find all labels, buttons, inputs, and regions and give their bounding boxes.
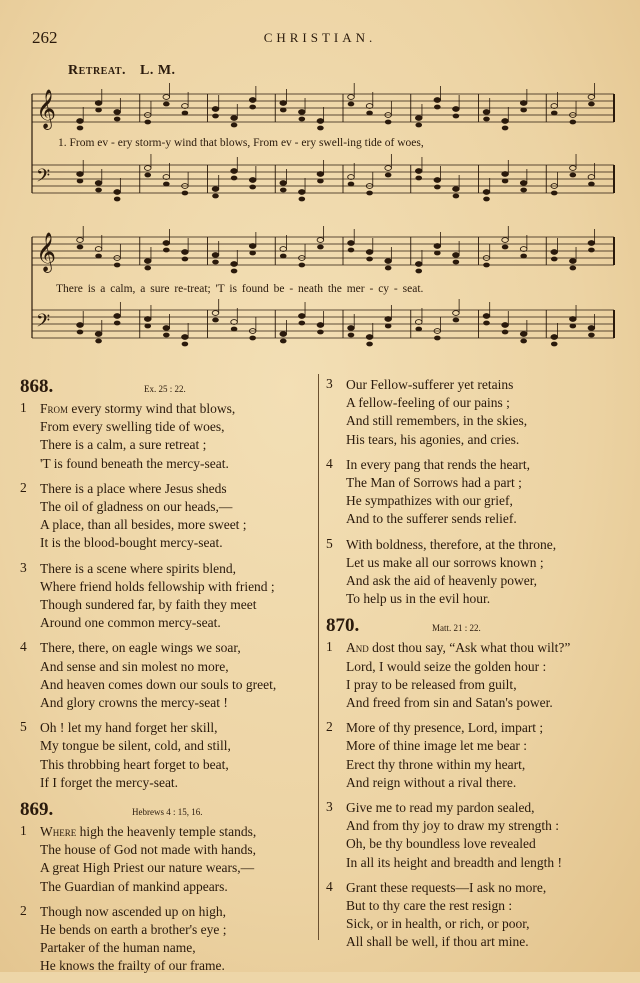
- note-head: [366, 335, 373, 340]
- stanza-line: But to thy care the rest resign :: [346, 898, 513, 914]
- stanza-line: And heaven comes down our souls to greet,: [40, 676, 277, 692]
- note-head: [366, 257, 373, 262]
- note-head: [415, 123, 422, 128]
- note-head: [520, 339, 527, 344]
- stanza: [326, 879, 626, 952]
- note-head: [249, 336, 256, 341]
- note-head: [212, 311, 219, 316]
- note-head: [95, 339, 102, 344]
- stanza-number: 1: [326, 639, 333, 655]
- note-head: [299, 190, 306, 195]
- note-head: [502, 330, 509, 335]
- note-head: [163, 182, 170, 187]
- stanza-line: Grant these requests—I ask no more,: [346, 879, 547, 895]
- note-head: [163, 241, 170, 246]
- note-head: [570, 120, 577, 125]
- note-head: [520, 254, 527, 259]
- stanza-line: And glory crowns the mercy-seat !: [40, 695, 228, 711]
- note-head: [249, 178, 256, 183]
- note-head: [144, 324, 151, 329]
- note-head: [299, 321, 306, 326]
- note-head: [299, 314, 306, 319]
- note-head: [415, 327, 422, 332]
- stanza-line: And reign without a rival there.: [346, 774, 517, 790]
- note-head: [114, 197, 121, 202]
- note-head: [231, 169, 238, 174]
- stanza-line: He bends on earth a brother's eye ;: [40, 922, 227, 938]
- stanza-line: There is a place where Jesus sheds: [40, 480, 227, 496]
- stanza-line: Sick, or in health, or rich, or poor,: [346, 916, 530, 932]
- note-head: [95, 181, 102, 186]
- note-head: [483, 117, 490, 122]
- stanza-line: 'T is found beneath the mercy-seat.: [40, 455, 229, 471]
- note-head: [520, 101, 527, 106]
- stanza-number: 5: [20, 719, 27, 735]
- right-column: [326, 376, 626, 959]
- stanza-number: 5: [326, 535, 333, 551]
- stanza-line: And sense and sin molest no more,: [40, 658, 229, 674]
- note-head: [551, 111, 558, 116]
- stanza-line: There is a calm, a sure retreat ;: [40, 437, 207, 453]
- note-head: [95, 108, 102, 113]
- note-head: [415, 262, 422, 267]
- stanza-number: 2: [20, 479, 27, 495]
- note-head: [280, 101, 287, 106]
- stanza-number: 4: [326, 878, 333, 894]
- note-head: [483, 314, 490, 319]
- note-head: [570, 166, 577, 171]
- tune-meter: L. M.: [140, 63, 176, 78]
- note-head: [415, 269, 422, 274]
- note-head: [453, 318, 460, 323]
- note-head: [520, 181, 527, 186]
- note-head: [77, 126, 84, 131]
- stanza-line: A place, than all besides, more sweet ;: [40, 517, 247, 533]
- stanza-line: He knows the frailty of our frame.: [40, 958, 225, 974]
- note-head: [77, 330, 84, 335]
- note-head: [212, 187, 219, 192]
- note-head: [385, 317, 392, 322]
- note-head: [483, 321, 490, 326]
- stanza: [20, 480, 316, 553]
- stanza-line: My tongue be silent, cold, and still,: [40, 738, 231, 754]
- stanza-first-word: Where: [40, 824, 77, 840]
- note-head: [114, 263, 121, 268]
- note-head: [483, 190, 490, 195]
- note-head: [348, 182, 355, 187]
- note-head: [77, 119, 84, 124]
- stanza-number: 4: [326, 455, 333, 471]
- note-head: [385, 259, 392, 264]
- note-head: [551, 342, 558, 347]
- note-head: [280, 339, 287, 344]
- note-head: [114, 321, 121, 326]
- stanza-line: If I forget the mercy-seat.: [40, 774, 179, 790]
- note-head: [77, 323, 84, 328]
- stanza-line: The house of God not made with hands,: [40, 842, 256, 858]
- note-head: [95, 188, 102, 193]
- stanza-line: His tears, his agonies, and cries.: [346, 431, 520, 447]
- stanza-line: More of thine image let me bear :: [346, 738, 528, 754]
- stanza-line: every stormy wind that blows,: [68, 401, 236, 416]
- note-head: [502, 245, 509, 250]
- note-head: [77, 245, 84, 250]
- note-head: [385, 266, 392, 271]
- lyrics-line-2: There is a calm, a sure re-treat; 'T is found be - neath the mer - cy - seat.: [56, 283, 424, 295]
- note-head: [366, 250, 373, 255]
- stanza-line: Where friend holds fellowship with friend ;: [40, 578, 275, 594]
- note-head: [163, 102, 170, 107]
- note-head: [502, 238, 509, 243]
- stanza-line: Around one common mercy-seat.: [40, 615, 221, 631]
- stanza-line: dost thou say, “Ask what thou wilt?”: [368, 640, 571, 656]
- note-head: [182, 342, 189, 347]
- hymn-870: [326, 615, 626, 951]
- note-head: [570, 259, 577, 264]
- note-head: [231, 123, 238, 128]
- note-head: [144, 120, 151, 125]
- note-head: [570, 324, 577, 329]
- stanza-line: Give me to read my pardon sealed,: [346, 800, 535, 816]
- note-head: [144, 259, 151, 264]
- stanza-line: Though now ascended up on high,: [40, 903, 226, 919]
- scripture-reference: Matt. 21 : 22.: [432, 623, 481, 634]
- stanza-number: 4: [20, 639, 27, 655]
- stanza-line: And freed from sin and Satan's power.: [346, 695, 553, 711]
- note-head: [434, 178, 441, 183]
- hymn-869-continued: [326, 376, 626, 608]
- stanza-line: Erect thy throne within my heart,: [346, 756, 526, 772]
- stanza-line: The Man of Sorrows had a part ;: [346, 475, 522, 491]
- stanza-line: All shall be well, if thou art mine.: [346, 934, 529, 950]
- hymn-869: [20, 799, 316, 976]
- hymn-868: [20, 376, 316, 792]
- stanza-line: This throbbing heart forget to beat,: [40, 756, 229, 772]
- note-head: [317, 330, 324, 335]
- note-head: [299, 117, 306, 122]
- note-head: [385, 324, 392, 329]
- note-head: [588, 248, 595, 253]
- note-head: [95, 254, 102, 259]
- bass-clef-icon: 𝄢: [36, 166, 51, 191]
- note-head: [348, 102, 355, 107]
- note-head: [483, 110, 490, 115]
- stanza: [20, 639, 316, 712]
- stanza: [20, 903, 316, 976]
- note-head: [434, 244, 441, 249]
- note-head: [366, 191, 373, 196]
- note-head: [163, 248, 170, 253]
- note-head: [280, 181, 287, 186]
- note-head: [588, 182, 595, 187]
- note-head: [114, 117, 121, 122]
- note-head: [348, 326, 355, 331]
- note-head: [317, 179, 324, 184]
- note-head: [502, 323, 509, 328]
- running-title: CHRISTIAN.: [263, 30, 377, 45]
- stanza-line: Our Fellow-sufferer yet retains: [346, 377, 514, 392]
- note-head: [502, 119, 509, 124]
- note-head: [502, 126, 509, 131]
- note-head: [317, 119, 324, 124]
- treble-clef-icon: 𝄞: [36, 89, 57, 129]
- note-head: [434, 185, 441, 190]
- stanza-line: With boldness, therefore, at the throne,: [346, 536, 557, 552]
- note-head: [114, 190, 121, 195]
- note-head: [114, 110, 121, 115]
- note-head: [249, 98, 256, 103]
- note-head: [299, 263, 306, 268]
- stanza-number: 2: [20, 902, 27, 918]
- note-head: [144, 166, 151, 171]
- note-head: [453, 194, 460, 199]
- note-head: [453, 260, 460, 265]
- stanza: [326, 536, 626, 609]
- hymn-number: 869.: [20, 799, 54, 821]
- note-head: [588, 241, 595, 246]
- note-head: [212, 114, 219, 119]
- note-head: [249, 251, 256, 256]
- note-head: [280, 108, 287, 113]
- stanza: [20, 719, 316, 792]
- stanza-line: A fellow-feeling of our pains ;: [346, 395, 510, 411]
- note-head: [415, 169, 422, 174]
- note-head: [520, 332, 527, 337]
- stanza-line: He sympathizes with our grief,: [346, 493, 513, 509]
- note-head: [299, 197, 306, 202]
- note-head: [453, 107, 460, 112]
- stanza-line: Partaker of the human name,: [40, 940, 196, 956]
- stanza-first-word: From: [40, 401, 69, 416]
- note-head: [163, 95, 170, 100]
- stanza-line: There is a scene where spirits blend,: [40, 560, 237, 576]
- hymn-number: 868.: [20, 376, 54, 397]
- note-head: [434, 336, 441, 341]
- note-head: [182, 257, 189, 262]
- note-head: [348, 248, 355, 253]
- note-head: [212, 260, 219, 265]
- page-number: 262: [32, 28, 58, 47]
- note-head: [415, 116, 422, 121]
- note-head: [212, 253, 219, 258]
- stanza-line: I pray to be released from guilt,: [346, 676, 517, 692]
- note-head: [453, 114, 460, 119]
- note-head: [249, 105, 256, 110]
- note-head: [163, 326, 170, 331]
- note-head: [317, 172, 324, 177]
- note-head: [95, 332, 102, 337]
- stanza-line: A great High Priest our nature wears,—: [40, 860, 255, 876]
- note-head: [231, 269, 238, 274]
- stanza: [326, 799, 626, 872]
- stanza-number: 3: [326, 376, 333, 391]
- note-head: [588, 102, 595, 107]
- music-score: [0, 0, 640, 360]
- note-head: [231, 116, 238, 121]
- note-head: [348, 95, 355, 100]
- note-head: [280, 332, 287, 337]
- note-head: [551, 335, 558, 340]
- note-head: [502, 179, 509, 184]
- treble-clef-icon: 𝄞: [36, 232, 57, 272]
- note-head: [551, 191, 558, 196]
- note-head: [502, 172, 509, 177]
- stanza-line: From every swelling tide of woes,: [40, 419, 225, 435]
- stanza-number: 1: [20, 823, 27, 839]
- note-head: [415, 176, 422, 181]
- scripture-reference: Hebrews 4 : 15, 16.: [132, 807, 203, 818]
- note-head: [249, 244, 256, 249]
- stanza: [20, 823, 316, 896]
- left-column: [20, 376, 316, 983]
- stanza: [20, 400, 316, 473]
- note-head: [434, 105, 441, 110]
- stanza-line: It is the blood-bought mercy-seat.: [40, 535, 223, 551]
- stanza-line: And to the sufferer sends relief.: [346, 511, 517, 527]
- note-head: [434, 98, 441, 103]
- note-head: [182, 111, 189, 116]
- stanza: [326, 719, 626, 792]
- stanza-first-word: And: [346, 640, 369, 656]
- note-head: [588, 95, 595, 100]
- stanza-number: 3: [20, 559, 27, 575]
- stanza-line: There, there, on eagle wings we soar,: [40, 640, 241, 656]
- note-head: [366, 342, 373, 347]
- note-head: [212, 194, 219, 199]
- note-head: [588, 326, 595, 331]
- note-head: [280, 188, 287, 193]
- note-head: [212, 107, 219, 112]
- stanza-line: The Guardian of mankind appears.: [40, 878, 228, 894]
- note-head: [520, 188, 527, 193]
- stanza-line: And ask the aid of heavenly power,: [346, 573, 538, 589]
- note-head: [348, 333, 355, 338]
- note-head: [551, 257, 558, 262]
- stanza-line: In all its height and breadth and length !: [346, 854, 562, 870]
- column-divider: [318, 374, 319, 940]
- note-head: [77, 179, 84, 184]
- note-head: [317, 126, 324, 131]
- stanza-number: 2: [326, 719, 333, 735]
- lyrics-line-1: 1. From ev - ery storm-y wind that blows, From ev - ery swell-ing tide of woes,: [58, 137, 424, 149]
- stanza-line: high the heavenly temple stands,: [76, 824, 257, 840]
- note-head: [317, 323, 324, 328]
- note-head: [249, 185, 256, 190]
- note-head: [520, 108, 527, 113]
- note-head: [114, 314, 121, 319]
- stanza-line: Oh ! let my hand forget her skill,: [40, 720, 218, 736]
- stanza-line: Lord, I would seize the golden hour :: [346, 658, 547, 674]
- stanza-line: And still remembers, in the skies,: [346, 413, 528, 429]
- note-head: [182, 191, 189, 196]
- note-head: [434, 251, 441, 256]
- note-head: [144, 173, 151, 178]
- stanza-line: Let us make all our sorrows known ;: [346, 554, 544, 570]
- stanza-line: Oh, be thy boundless love revealed: [346, 836, 536, 852]
- note-head: [385, 120, 392, 125]
- note-head: [483, 263, 490, 268]
- note-head: [77, 172, 84, 177]
- note-head: [317, 238, 324, 243]
- note-head: [385, 166, 392, 171]
- note-head: [231, 327, 238, 332]
- note-head: [299, 110, 306, 115]
- note-head: [231, 176, 238, 181]
- note-head: [95, 101, 102, 106]
- stanza-line: To help us in the evil hour.: [346, 591, 491, 607]
- stanza: [326, 456, 626, 529]
- stanza-line: More of thy presence, Lord, impart ;: [346, 720, 544, 736]
- hymn-number: 870.: [326, 615, 360, 637]
- note-head: [453, 253, 460, 258]
- note-head: [453, 311, 460, 316]
- note-head: [570, 266, 577, 271]
- stanza: [20, 560, 316, 633]
- note-head: [280, 254, 287, 259]
- stanza: [326, 376, 626, 449]
- stanza-line: In every pang that rends the heart,: [346, 456, 531, 472]
- note-head: [163, 333, 170, 338]
- bass-clef-icon: 𝄢: [36, 311, 51, 336]
- note-head: [453, 187, 460, 192]
- note-head: [317, 245, 324, 250]
- note-head: [212, 318, 219, 323]
- stanza-number: 3: [326, 799, 333, 815]
- note-head: [570, 173, 577, 178]
- note-head: [231, 262, 238, 267]
- note-head: [182, 250, 189, 255]
- stanza-line: Though sundered far, by faith they meet: [40, 597, 257, 613]
- note-head: [570, 317, 577, 322]
- note-head: [144, 266, 151, 271]
- note-head: [182, 335, 189, 340]
- scripture-reference: Ex. 25 : 22.: [144, 384, 186, 394]
- stanza-line: And from thy joy to draw my strength :: [346, 818, 559, 834]
- note-head: [483, 197, 490, 202]
- note-head: [551, 250, 558, 255]
- tune-name: Retreat.: [68, 63, 126, 78]
- note-head: [77, 238, 84, 243]
- note-head: [366, 111, 373, 116]
- note-head: [144, 317, 151, 322]
- stanza-number: 1: [20, 400, 27, 415]
- note-head: [588, 333, 595, 338]
- note-head: [348, 241, 355, 246]
- note-head: [385, 173, 392, 178]
- stanza-line: The oil of gladness on our heads,—: [40, 499, 233, 515]
- stanza: [326, 639, 626, 712]
